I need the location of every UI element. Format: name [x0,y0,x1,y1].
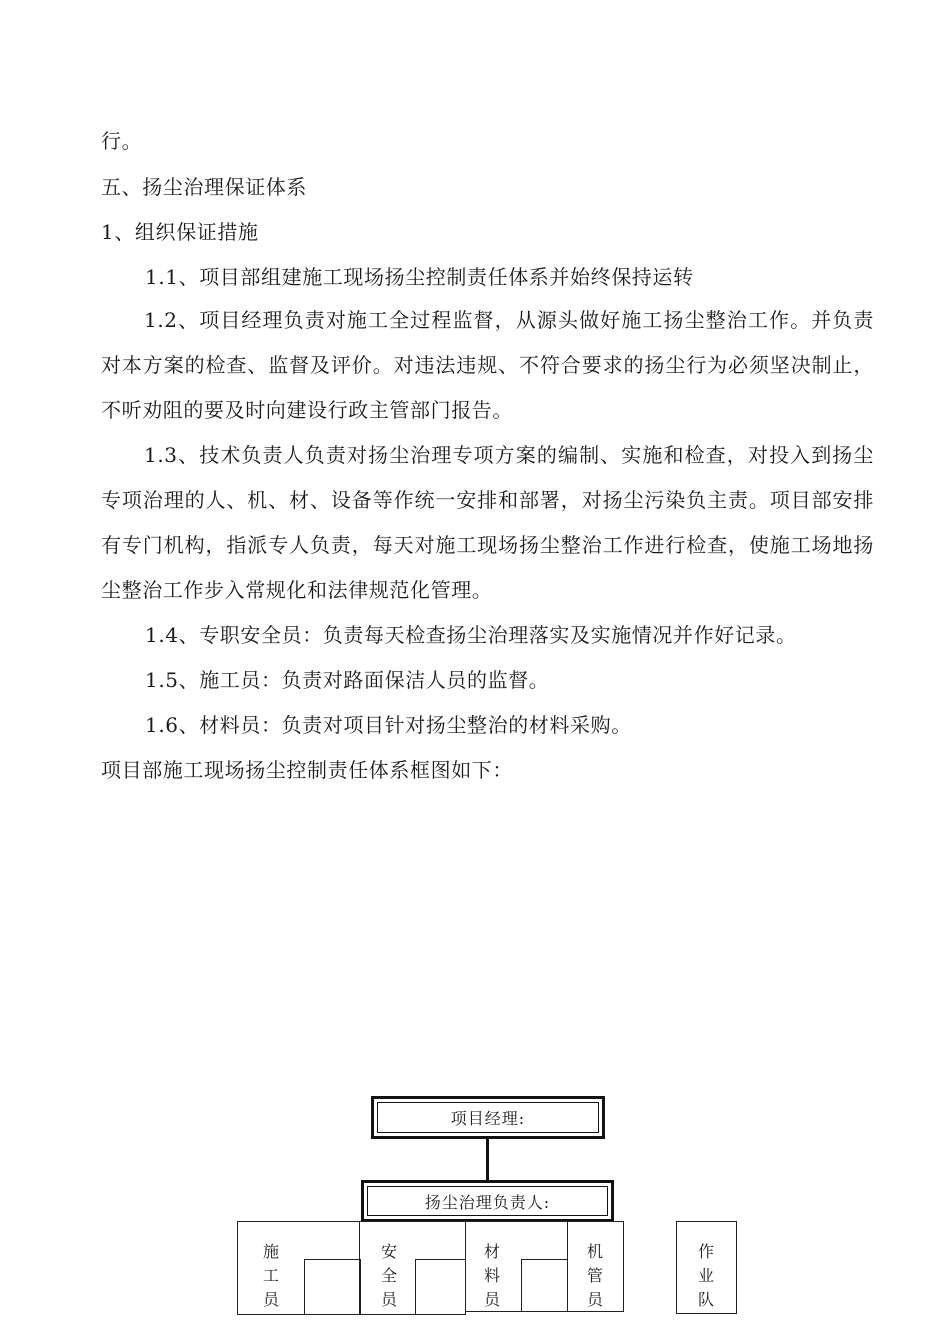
chart-intro-line: 项目部施工现场扬尘控制责任体系框图如下： [101,758,513,782]
paragraph-1-1: 1.1、项目部组建施工现场扬尘控制责任体系并始终保持运转 [145,265,694,289]
org-member-label: 材料员 [483,1242,500,1309]
subsection-heading: 1、组织保证措施 [101,220,259,244]
section-heading: 五、扬尘治理保证体系 [101,175,307,199]
org-member-subcell [521,1259,568,1312]
org-node-project-manager [371,1096,605,1139]
org-node-label: 项目经理: [450,1109,526,1128]
org-member-label: 机管员 [586,1242,603,1309]
paragraph-1-4: 1.4、专职安全员：负责每天检查扬尘治理落实及实施情况并作好记录。 [145,623,797,647]
paragraph-1-2: 1.2、项目经理负责对施工全过程监督，从源头做好施工扬尘整治工作。并负责对本方案的检查、监督及评价。对违法违规、不符合要求的扬尘行为必须坚决制止，不听劝阻的要及时向建设行政主管部门报告。 [101,308,874,422]
org-connector [486,1139,489,1180]
paragraph-1-5: 1.5、施工员：负责对路面保洁人员的监督。 [145,668,550,692]
org-member-label: 安全员 [380,1242,397,1309]
org-member-subcell [304,1259,361,1315]
org-member-label: 施工员 [262,1242,279,1309]
org-node-label: 扬尘治理负责人: [424,1192,551,1212]
org-member-label: 作业队 [697,1242,714,1309]
text-line-continuation: 行。 [101,129,143,153]
paragraph-1-6: 1.6、材料员：负责对项目针对扬尘整治的材料采购。 [145,713,632,737]
org-member-subcell [415,1259,466,1315]
paragraph-1-3: 1.3、技术负责人负责对扬尘治理专项方案的编制、实施和检查，对投入到扬尘专项治理的人、机、材、设备等作统一安排和部署，对扬尘污染负主责。项目部安排有专门机构，指派专人负责，每天对施工现场扬尘整治工作进行检查，使施工场地扬尘整治工作步入常规化和法律规范化管理。 [101,443,874,602]
org-node-dust-control-lead [361,1180,614,1222]
